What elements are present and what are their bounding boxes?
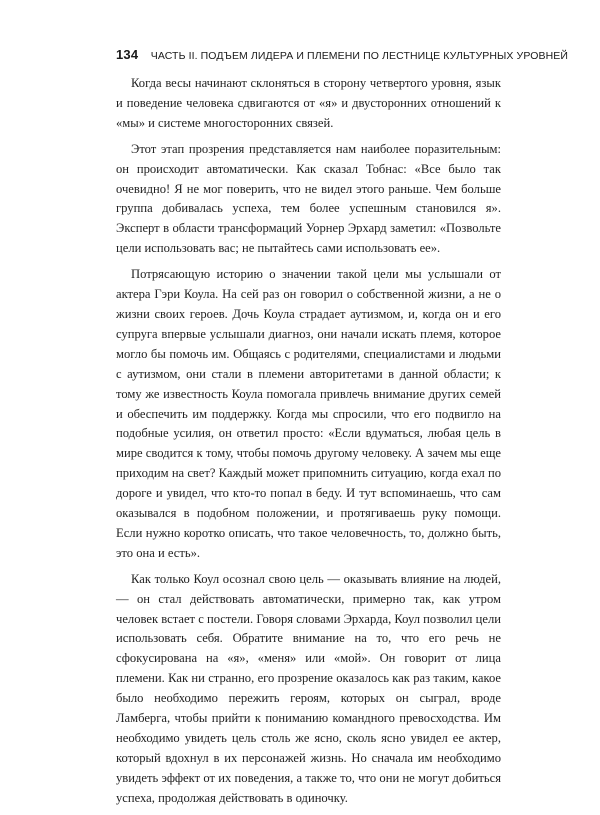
page-number: 134 [116,47,139,62]
paragraph: Потрясающую историю о значении такой цели мы услышали от актера Гэри Коула. На сей раз он говорил о собственной жизни, а не о жизни своих героев. Дочь Коула страдает аутизмом, и, когда он и его супруга впервые услышали диагноз, они начали искать племя, которое могло бы помочь им. Общаясь с родителями, специалистами и людьми с аутизмом, они стали в племени авторитетами в данной области; к тому же известность Коула помогала привлечь внимание других семей и обеспечить им поддержку. Когда мы спросили, что его подвигло на подобные усилия, он ответил просто: «Если вдуматься, любая цель в мире сводится к тому, чтобы помочь другому человеку. А зачем мы еще приходим на свет? Каждый может припомнить ситуацию, когда ехал по дороге и увидел, что кто-то попал в беду. И тут вспоминаешь, что сам оказывался в подобном положении, и протягиваешь руку помощи. Если нужно коротко описать, что такое человечность, то, должно быть, это она и есть». [116,267,501,560]
page-header [116,46,569,64]
paragraph: Этот этап прозрения представляется нам наиболее поразительным: он происходит автоматически. Как сказал Тобнас: «Все было так очевидно! Я не мог поверить, что не видел этого раньше. Чем больше группа добивалась успеха, тем более успешным становился я». Эксперт в области трансформаций Уорнер Эрхард заметил: «Позвольте цели использовать вас; не пытайтесь сами использовать ее». [116,141,501,256]
paragraph: Как только Коул осознал свою цель — оказывать влияние на людей, — он стал действовать автоматически, примерно так, как утром человек встает с постели. Говоря словами Эрхарда, Коул позволил цели использовать себя. Обратите внимание на то, что его речь не сфокусирована на «я», «меня» или «мой». Он говорит от лица племени. Как ни странно, его прозрение оказалось как раз таким, какое было необходимо пережить героям, которых он сыграл, вроде Ламберга, чтобы прийти к пониманию командного превосходства. Им необходимо увидеть цель столь же ясно, сколь ясно увидел ее актер, который вдохнул в их персонажей жизнь. Но сначала им необходимо увидеть эффект от их поведения, а также то, что они не могут добиться успеха, продолжая действовать в одиночку. [116,571,501,805]
running-head: ЧАСТЬ II. ПОДЪЕМ ЛИДЕРА И ПЛЕМЕНИ ПО ЛЕСТНИЦЕ КУЛЬТУРНЫХ УРОВНЕЙ [150,50,569,62]
body-text [116,74,501,815]
paragraph: Когда весы начинают склоняться в сторону четвертого уровня, язык и поведение человека сдвигаются от «я» и двусторонних отношений к «мы» и системе многосторонних связей. [116,76,501,130]
